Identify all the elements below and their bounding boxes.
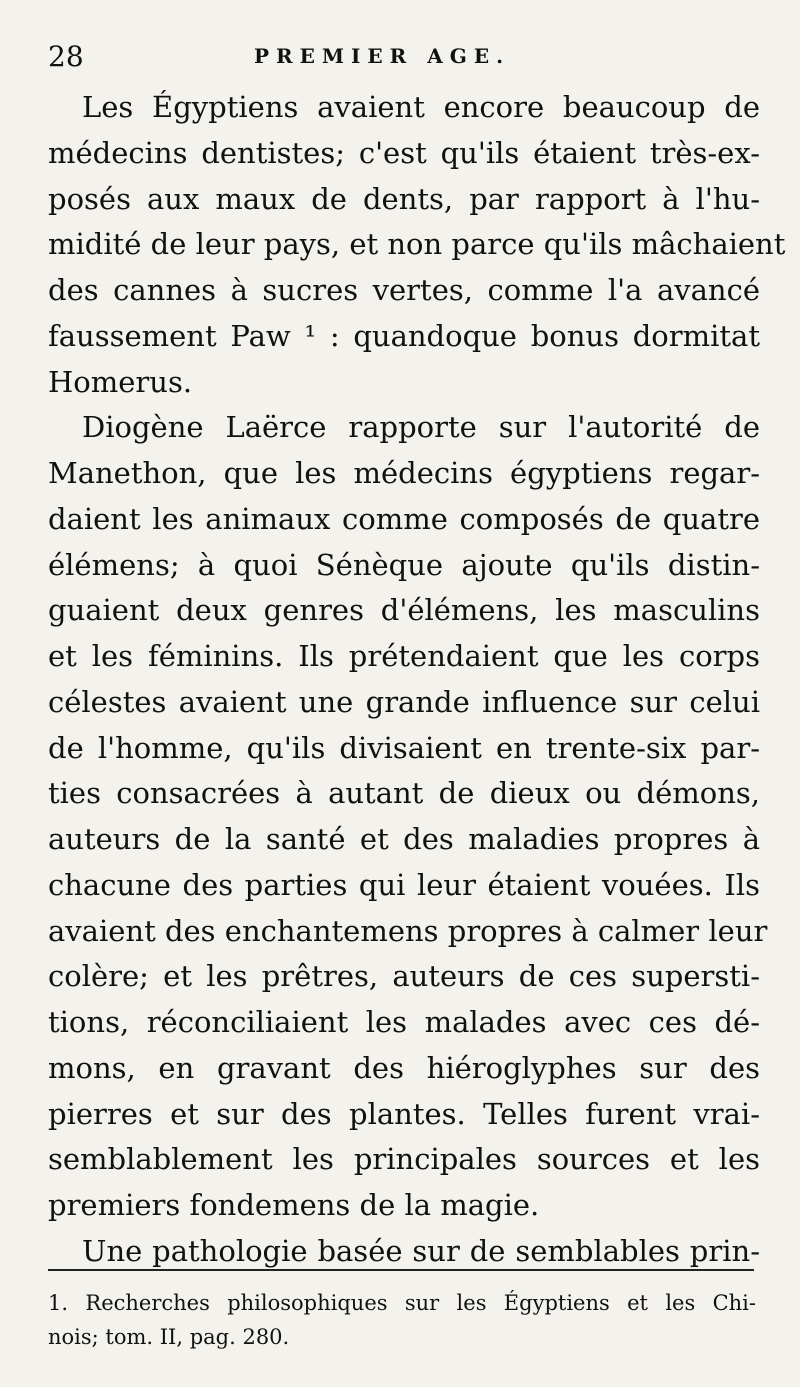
page-header: [48, 40, 760, 80]
footnote: [48, 1286, 756, 1354]
footnote-line: 1. Recherches philosophiques sur les Égyptiens et les Chi-: [48, 1291, 756, 1315]
footnote-line: nois; tom. II, pag. 280.: [48, 1325, 290, 1349]
text-line: Homerus.: [48, 364, 193, 399]
text-line: des cannes à sucres vertes, comme l'a avancé: [48, 273, 760, 307]
text-line: pierres et sur des plantes. Telles furent vrai-: [48, 1096, 760, 1131]
text-line: avaient des enchantemens propres à calmer leur: [48, 913, 768, 948]
text-line: faussement Paw ¹ : quandoque bonus dormitat: [48, 318, 760, 353]
text-line: daient les animaux comme composés de quatre: [48, 501, 760, 536]
text-line: et les féminins. Ils prétendaient que les corps: [48, 639, 760, 673]
text-line: guaient deux genres d'élémens, les masculins: [48, 593, 760, 628]
body-text: [48, 85, 786, 1275]
footnote-separator: [48, 1269, 754, 1271]
text-line: médecins dentistes; c'est qu'ils étaient très-ex-: [48, 135, 760, 170]
text-line: semblablement les principales sources et les: [48, 1142, 760, 1177]
text-line: auteurs de la santé et des maladies propres à: [48, 822, 760, 856]
running-title: PREMIER AGE.: [254, 44, 511, 68]
text-line: midité de leur pays, et non parce qu'ils mâchaient: [48, 227, 786, 262]
text-line: premiers fondemens de la magie.: [48, 1188, 540, 1222]
text-line: tions, réconciliaient les malades avec ces dé-: [48, 1005, 760, 1039]
text-line: ties consacrées à autant de dieux ou démons,: [48, 776, 760, 811]
text-line: Manethon, que les médecins égyptiens regar-: [48, 456, 760, 490]
text-line: Une pathologie basée sur de semblables prin-: [82, 1233, 760, 1268]
page-number: 28: [48, 40, 84, 73]
text-line: élémens; à quoi Sénèque ajoute qu'ils distin-: [48, 547, 760, 582]
text-line: Les Égyptiens avaient encore beaucoup de: [82, 90, 760, 124]
text-line: posés aux maux de dents, par rapport à l'hu-: [48, 181, 760, 216]
text-line: colère; et les prêtres, auteurs de ces supersti-: [48, 959, 760, 994]
text-line: chacune des parties qui leur étaient vouées. Ils: [48, 867, 760, 902]
text-line: célestes avaient une grande influence sur celui: [48, 684, 760, 719]
text-line: mons, en gravant des hiéroglyphes sur des: [48, 1050, 760, 1085]
text-line: de l'homme, qu'ils divisaient en trente-six par-: [48, 730, 760, 765]
text-line: Diogène Laërce rapporte sur l'autorité de: [82, 410, 760, 445]
